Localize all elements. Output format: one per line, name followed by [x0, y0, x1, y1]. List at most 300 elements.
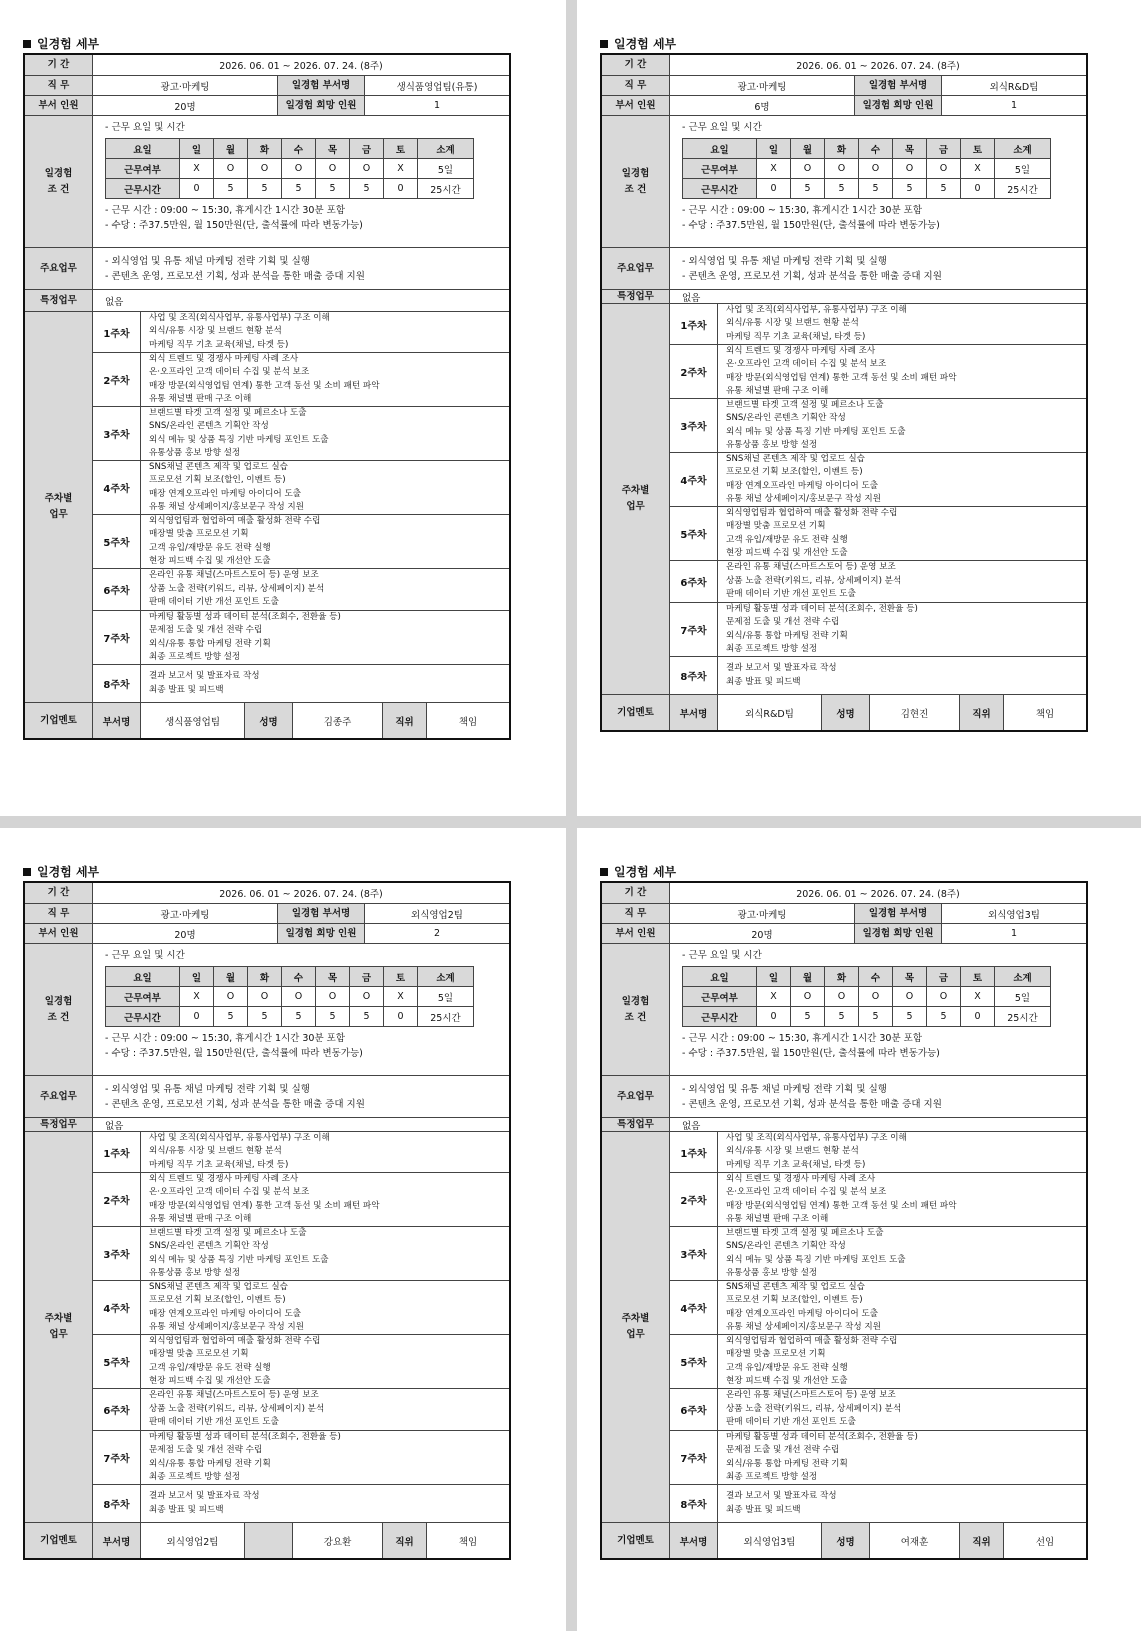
schedule-cell: O — [927, 987, 961, 1007]
week-label: 2주차 — [670, 1173, 718, 1226]
week-task: 매장 방문(외식영업팀 연계) 통한 고객 동선 및 소비 패턴 파악 — [726, 1200, 957, 1211]
document-page-3 — [0, 828, 566, 1631]
schedule-cell: 요일 — [106, 967, 180, 987]
week-task: 유통 채널 상세페이지/홍보문구 작성 지원 — [149, 502, 304, 512]
week-task: 판매 데이터 기반 개선 포인트 도출 — [726, 1417, 856, 1428]
schedule-row — [106, 987, 474, 1007]
schedule-row — [683, 987, 1051, 1007]
week-label: 1주차 — [93, 1132, 141, 1172]
week-tasks — [718, 1281, 1086, 1334]
schedule-cell: O — [214, 159, 248, 179]
week-tasks — [718, 304, 1086, 344]
mentor-dept-label: 부서명 — [93, 1523, 141, 1558]
week-task: 현장 피드백 수집 및 개선안 도출 — [726, 548, 848, 558]
week-label: 5주차 — [93, 515, 141, 568]
mentor-row — [602, 1522, 1086, 1558]
week-row — [93, 312, 509, 352]
schedule-cell: O — [791, 159, 825, 179]
week-task: SNS채널 콘텐츠 제작 및 업로드 실습 — [726, 1281, 865, 1292]
week-task: 매장 연계오프라인 마케팅 아이디어 도출 — [149, 488, 302, 499]
schedule-row — [683, 1007, 1051, 1027]
schedule-cell: 수 — [859, 967, 893, 987]
week-task: 결과 보고서 및 발표자료 작성 — [726, 663, 837, 673]
duty-label: 직 무 — [602, 904, 670, 923]
week-label: 3주차 — [670, 399, 718, 452]
week-task: 매장 연계오프라인 마케팅 아이디어 도출 — [149, 1308, 302, 1319]
week-task: 외식영업팀과 협업하여 매출 활성화 전략 수립 — [726, 1335, 898, 1346]
schedule-cell: O — [282, 159, 316, 179]
major-duty-row — [25, 1075, 509, 1117]
weekly-duty-label: 주차별 업무 — [25, 312, 93, 702]
week-task: 상품 노출 전략(키워드, 리뷰, 상세페이지) 분석 — [726, 575, 902, 586]
schedule-cell: 5 — [214, 179, 248, 199]
weekly-duty-block — [25, 311, 509, 702]
major-duty-body: - 외식영업 및 유통 채널 마케팅 전략 기획 및 실행 - 콘텐츠 운영, 프로모션 기획, 성과 분석을 통한 매출 증대 지원 — [105, 255, 365, 282]
week-task: 사업 및 조직(외식사업부, 유통사업부) 구조 이해 — [726, 1132, 907, 1143]
schedule-cell: O — [791, 987, 825, 1007]
week-task: 마케팅 활동별 성과 데이터 분석(조회수, 전환율 등) — [726, 603, 918, 614]
week-tasks — [718, 1335, 1086, 1388]
schedule-cell: 5 — [893, 1007, 927, 1027]
week-tasks — [718, 399, 1086, 452]
week-row — [93, 352, 509, 406]
week-row — [670, 1484, 1086, 1522]
week-task: SNS/온라인 콘텐츠 기획안 작성 — [149, 1241, 269, 1251]
week-task: 유통 채널 상세페이지/홍보문구 작성 지원 — [726, 1322, 881, 1332]
week-label: 3주차 — [93, 1227, 141, 1280]
schedule-cell: 월 — [791, 967, 825, 987]
week-row — [670, 1226, 1086, 1280]
week-task: 매장 연계오프라인 마케팅 아이디어 도출 — [726, 1308, 879, 1319]
week-task: 온·오프라인 고객 데이터 수집 및 분석 보조 — [149, 367, 310, 377]
square-bullet-icon — [600, 40, 608, 48]
week-label: 6주차 — [670, 1389, 718, 1430]
week-task: SNS채널 콘텐츠 제작 및 업로드 실습 — [149, 461, 288, 472]
week-task: SNS채널 콘텐츠 제작 및 업로드 실습 — [726, 453, 865, 464]
experience-detail-document — [600, 863, 1088, 1560]
schedule-cell: 근무여부 — [106, 987, 180, 1007]
pay-text: - 수당 : 주37.5만원, 월 150만원(단, 출석률에 따라 변동가능) — [682, 220, 940, 231]
week-task: 온라인 유통 채널(스마트스토어 등) 운영 보조 — [149, 570, 319, 581]
week-tasks — [141, 515, 509, 568]
pay-text: - 수당 : 주37.5만원, 월 150만원(단, 출석률에 따라 변동가능) — [682, 1048, 940, 1059]
mentor-dept-label: 부서명 — [93, 703, 141, 738]
section-title: 일경험 세부 — [23, 863, 511, 881]
week-task: 매장 방문(외식영업팀 연계) 통한 고객 동선 및 소비 패턴 파악 — [149, 380, 380, 391]
duty-label: 직 무 — [602, 76, 670, 95]
week-tasks — [718, 1389, 1086, 1430]
week-row — [670, 304, 1086, 344]
week-label: 7주차 — [93, 611, 141, 664]
schedule-cell: X — [180, 159, 214, 179]
dept-name-label: 일경험 부서명 — [278, 904, 365, 923]
week-label: 8주차 — [93, 665, 141, 702]
week-label: 4주차 — [670, 453, 718, 506]
week-task: SNS채널 콘텐츠 제작 및 업로드 실습 — [149, 1281, 288, 1292]
week-tasks — [718, 507, 1086, 560]
week-label: 4주차 — [93, 1281, 141, 1334]
schedule-cell: O — [859, 987, 893, 1007]
duty-row — [25, 75, 509, 95]
week-task: 외식/유통 통합 마케팅 전략 기획 — [726, 1458, 848, 1469]
square-bullet-icon — [23, 40, 31, 48]
week-task: 상품 노출 전략(키워드, 리뷰, 상세페이지) 분석 — [149, 583, 325, 594]
mentor-position-label: 직위 — [383, 1523, 427, 1558]
week-tasks — [141, 1227, 509, 1280]
schedule-cell: O — [350, 159, 384, 179]
special-duty-label: 특정업무 — [25, 290, 93, 311]
week-task: 매장별 맞춤 프로모션 기획 — [726, 521, 826, 531]
mentor-name-value: 강요환 — [293, 1523, 383, 1558]
week-label: 3주차 — [93, 407, 141, 460]
week-row — [93, 1484, 509, 1522]
schedule-cell: 0 — [757, 179, 791, 199]
weekly-duty-block — [602, 1131, 1086, 1522]
schedule-cell: 토 — [961, 967, 995, 987]
week-task: 온라인 유통 채널(스마트스토어 등) 운영 보조 — [726, 562, 896, 573]
pay-text: - 수당 : 주37.5만원, 월 150만원(단, 출석률에 따라 변동가능) — [105, 1048, 363, 1059]
period-label: 기 간 — [25, 883, 93, 903]
wanted-value: 1 — [433, 100, 441, 111]
schedule-cell: 5 — [282, 1007, 316, 1027]
week-task: 외식/유통 시장 및 브랜드 현황 분석 — [726, 1146, 859, 1157]
schedule-cell: 5 — [859, 1007, 893, 1027]
week-tasks — [141, 407, 509, 460]
week-tasks — [718, 561, 1086, 602]
schedule-cell: 월 — [214, 967, 248, 987]
mentor-dept-value: 외식영업3팀 — [718, 1523, 822, 1558]
schedule-cell: 월 — [214, 139, 248, 159]
week-task: 문제점 도출 및 개선 전략 수립 — [149, 625, 263, 635]
wanted-value: 2 — [433, 928, 441, 939]
schedule-cell: 금 — [350, 967, 384, 987]
schedule-cell: 목 — [893, 139, 927, 159]
week-label: 1주차 — [670, 1132, 718, 1172]
week-tasks — [141, 611, 509, 664]
schedule-cell: 화 — [825, 967, 859, 987]
week-task: 유통 채널별 판매 구조 이해 — [149, 394, 252, 404]
week-label: 5주차 — [670, 507, 718, 560]
week-row — [93, 1388, 509, 1430]
dept-staff-label: 부서 인원 — [25, 924, 93, 943]
week-task: 사업 및 조직(외식사업부, 유통사업부) 구조 이해 — [726, 304, 907, 315]
dept-name-value: 외식영업3팀 — [988, 909, 1040, 921]
schedule-cell: 5 — [316, 1007, 350, 1027]
week-row — [93, 1280, 509, 1334]
wanted-label: 일경험 희망 인원 — [855, 924, 942, 943]
schedule-cell: X — [961, 159, 995, 179]
week-task: 고객 유입/재방문 유도 전략 실행 — [149, 542, 271, 553]
schedule-cell: 수 — [282, 139, 316, 159]
weekly-rows — [93, 1132, 509, 1522]
week-task: 브랜드별 타겟 고객 설정 및 페르소나 도출 — [726, 1227, 884, 1238]
week-tasks — [141, 1173, 509, 1226]
week-task: 매장별 맞춤 프로모션 기획 — [149, 1349, 249, 1359]
dept-staff-value: 6명 — [670, 96, 855, 115]
schedule-cell: 목 — [893, 967, 927, 987]
week-tasks — [141, 312, 509, 352]
special-duty-value: 없음 — [682, 1120, 701, 1132]
week-task: 사업 및 조직(외식사업부, 유통사업부) 구조 이해 — [149, 312, 330, 323]
week-task: SNS/온라인 콘텐츠 기획안 작성 — [726, 413, 846, 423]
schedule-cell: 요일 — [683, 967, 757, 987]
conditions-body — [93, 116, 509, 247]
schedule-cell: 0 — [384, 1007, 418, 1027]
weekly-duty-block — [602, 303, 1086, 694]
experience-detail-document — [23, 35, 511, 740]
week-task: 외식/유통 통합 마케팅 전략 기획 — [149, 1458, 271, 1469]
conditions-row — [602, 115, 1086, 247]
major-duty-row — [25, 247, 509, 289]
schedule-cell: 일 — [757, 139, 791, 159]
week-task: 결과 보고서 및 발표자료 작성 — [149, 671, 260, 681]
work-hours-text: - 근무 시간 : 09:00 ~ 15:30, 휴게시간 1시간 30분 포함 — [105, 1033, 345, 1044]
dept-name-value: 외식R&D팀 — [989, 81, 1039, 93]
document-page-4 — [577, 828, 1141, 1631]
detail-sheet — [600, 53, 1088, 732]
duty-row — [25, 903, 509, 923]
mentor-name-value: 여재훈 — [870, 1523, 960, 1558]
week-label: 7주차 — [670, 603, 718, 656]
schedule-cell: 금 — [927, 139, 961, 159]
week-tasks — [718, 657, 1086, 694]
week-task: 판매 데이터 기반 개선 포인트 도출 — [149, 1417, 279, 1428]
work-hours-text: - 근무 시간 : 09:00 ~ 15:30, 휴게시간 1시간 30분 포함 — [682, 1033, 922, 1044]
week-task: 매장 방문(외식영업팀 연계) 통한 고객 동선 및 소비 패턴 파악 — [726, 372, 957, 383]
week-task: 결과 보고서 및 발표자료 작성 — [149, 1491, 260, 1501]
special-duty-row — [602, 289, 1086, 303]
week-task: 브랜드별 타겟 고객 설정 및 페르소나 도출 — [149, 1227, 307, 1238]
week-row — [670, 452, 1086, 506]
week-task: 현장 피드백 수집 및 개선안 도출 — [149, 1376, 271, 1386]
schedule-cell: O — [350, 987, 384, 1007]
schedule-cell: O — [282, 987, 316, 1007]
week-tasks — [141, 1132, 509, 1172]
week-task: 외식영업팀과 협업하여 매출 활성화 전략 수립 — [149, 1335, 321, 1346]
schedule-cell: 5 — [282, 179, 316, 199]
schedule-cell: O — [316, 987, 350, 1007]
week-row — [670, 1430, 1086, 1484]
mentor-row — [25, 702, 509, 738]
week-label: 2주차 — [670, 345, 718, 398]
schedule-cell: X — [384, 159, 418, 179]
week-task: 프로모션 기획 보조(할인, 이벤트 등) — [726, 1295, 863, 1305]
period-label: 기 간 — [602, 883, 670, 903]
week-task: 유통상품 홍보 방향 설정 — [149, 448, 241, 458]
week-task: 외식 트렌드 및 경쟁사 마케팅 사례 조사 — [149, 1173, 299, 1184]
week-task: 유통 채널별 판매 구조 이해 — [726, 1214, 829, 1224]
schedule-cell: 일 — [180, 139, 214, 159]
mentor-position-label: 직위 — [383, 703, 427, 738]
week-task: 온라인 유통 채널(스마트스토어 등) 운영 보조 — [149, 1390, 319, 1401]
week-task: 문제점 도출 및 개선 전략 수립 — [726, 617, 840, 627]
wanted-value: 1 — [1010, 928, 1018, 939]
dept-name-value: 외식영업2팀 — [411, 909, 463, 921]
week-row — [93, 460, 509, 514]
dept-name-label: 일경험 부서명 — [855, 904, 942, 923]
week-row — [93, 568, 509, 610]
week-row — [670, 506, 1086, 560]
mentor-row — [602, 694, 1086, 730]
work-schedule-table — [682, 966, 1051, 1027]
special-duty-row — [602, 1117, 1086, 1131]
mentor-dept-value: 외식영업2팀 — [141, 1523, 245, 1558]
week-task: 현장 피드백 수집 및 개선안 도출 — [149, 556, 271, 566]
weekly-duty-label: 주차별 업무 — [602, 304, 670, 694]
week-label: 1주차 — [93, 312, 141, 352]
week-task: 문제점 도출 및 개선 전략 수립 — [149, 1445, 263, 1455]
special-duty-label: 특정업무 — [25, 1118, 93, 1131]
week-task: SNS/온라인 콘텐츠 기획안 작성 — [726, 1241, 846, 1251]
week-task: 판매 데이터 기반 개선 포인트 도출 — [149, 597, 279, 608]
work-schedule-table — [105, 138, 474, 199]
schedule-cell: 소계 — [418, 967, 474, 987]
schedule-cell: 근무시간 — [106, 179, 180, 199]
schedule-header-row — [106, 967, 474, 987]
mentor-dept-value: 생식품영업팀 — [141, 703, 245, 738]
special-duty-value: 없음 — [105, 296, 124, 308]
weekly-duty-label: 주차별 업무 — [25, 1132, 93, 1522]
schedule-cell: 5 — [859, 179, 893, 199]
duty-row — [602, 903, 1086, 923]
week-row — [670, 560, 1086, 602]
week-row — [93, 610, 509, 664]
schedule-cell: 소계 — [995, 967, 1051, 987]
conditions-body — [670, 116, 1086, 247]
schedule-cell: 요일 — [106, 139, 180, 159]
week-task: 최종 발표 및 피드백 — [149, 1504, 224, 1515]
work-schedule-table — [105, 966, 474, 1027]
duty-value: 광고·마케팅 — [93, 904, 278, 923]
schedule-cell: 5일 — [995, 159, 1051, 179]
schedule-cell: 목 — [316, 967, 350, 987]
week-row — [670, 602, 1086, 656]
schedule-cell: 일 — [180, 967, 214, 987]
schedule-cell: O — [316, 159, 350, 179]
week-label: 6주차 — [93, 569, 141, 610]
week-task: 마케팅 직무 기초 교육(채널, 타겟 등) — [149, 1159, 289, 1170]
mentor-name-label — [245, 1523, 293, 1558]
major-duty-row — [602, 247, 1086, 289]
dept-staff-value: 20명 — [93, 96, 278, 115]
schedule-cell: 토 — [384, 967, 418, 987]
schedule-row — [106, 179, 474, 199]
mentor-name-value: 김종주 — [293, 703, 383, 738]
staff-row — [602, 923, 1086, 943]
major-duty-row — [602, 1075, 1086, 1117]
detail-sheet — [600, 881, 1088, 1560]
major-duty-label: 주요업무 — [25, 248, 93, 289]
schedule-cell: 25시간 — [995, 179, 1051, 199]
week-label: 6주차 — [670, 561, 718, 602]
week-task: 최종 프로젝트 방향 설정 — [726, 1472, 818, 1482]
week-task: 외식/유통 통합 마케팅 전략 기획 — [726, 630, 848, 641]
schedule-cell: 5 — [214, 1007, 248, 1027]
mentor-dept-label: 부서명 — [670, 1523, 718, 1558]
schedule-cell: 토 — [384, 139, 418, 159]
special-duty-value: 없음 — [682, 292, 701, 304]
document-page-1 — [0, 0, 566, 816]
schedule-cell: 25시간 — [995, 1007, 1051, 1027]
conditions-label: 일경험 조 건 — [25, 116, 93, 247]
period-label: 기 간 — [25, 55, 93, 75]
mentor-dept-value: 외식R&D팀 — [718, 695, 822, 730]
detail-sheet — [23, 53, 511, 740]
week-task: 마케팅 활동별 성과 데이터 분석(조회수, 전환율 등) — [726, 1431, 918, 1442]
week-tasks — [718, 1173, 1086, 1226]
week-task: 유통상품 홍보 방향 설정 — [726, 1268, 818, 1278]
week-task: 매장 연계오프라인 마케팅 아이디어 도출 — [726, 480, 879, 491]
week-task: 유통 채널 상세페이지/홍보문구 작성 지원 — [149, 1322, 304, 1332]
pay-text: - 수당 : 주37.5만원, 월 150만원(단, 출석률에 따라 변동가능) — [105, 220, 363, 231]
schedule-cell: 소계 — [418, 139, 474, 159]
week-row — [670, 1334, 1086, 1388]
week-task: 외식영업팀과 협업하여 매출 활성화 전략 수립 — [726, 507, 898, 518]
mentor-name-label: 성명 — [245, 703, 293, 738]
week-task: 프로모션 기획 보조(할인, 이벤트 등) — [149, 1295, 286, 1305]
schedule-row — [683, 179, 1051, 199]
schedule-cell: 5일 — [418, 159, 474, 179]
wanted-value: 1 — [1010, 100, 1018, 111]
week-row — [93, 1430, 509, 1484]
dept-staff-value: 20명 — [670, 924, 855, 943]
duty-label: 직 무 — [25, 76, 93, 95]
schedule-cell: 금 — [927, 967, 961, 987]
conditions-label: 일경험 조 건 — [602, 944, 670, 1075]
schedule-cell: 5일 — [418, 987, 474, 1007]
week-task: 최종 프로젝트 방향 설정 — [726, 644, 818, 654]
week-tasks — [718, 1132, 1086, 1172]
week-task: 마케팅 활동별 성과 데이터 분석(조회수, 전환율 등) — [149, 1431, 341, 1442]
schedule-cell: 0 — [757, 1007, 791, 1027]
week-row — [670, 1388, 1086, 1430]
week-label: 7주차 — [670, 1431, 718, 1484]
schedule-header-row — [683, 967, 1051, 987]
week-task: 최종 발표 및 피드백 — [726, 676, 801, 687]
schedule-cell: 근무여부 — [683, 987, 757, 1007]
week-label: 2주차 — [93, 1173, 141, 1226]
section-title: 일경험 세부 — [23, 35, 511, 53]
schedule-cell: 요일 — [683, 139, 757, 159]
period-label: 기 간 — [602, 55, 670, 75]
schedule-cell: 5 — [825, 179, 859, 199]
major-duty-body: - 외식영업 및 유통 채널 마케팅 전략 기획 및 실행 - 콘텐츠 운영, 프로모션 기획, 성과 분석을 통한 매출 증대 지원 — [105, 1083, 365, 1110]
conditions-body — [93, 944, 509, 1075]
major-duty-label: 주요업무 — [602, 248, 670, 289]
week-label: 8주차 — [670, 657, 718, 694]
week-task: 문제점 도출 및 개선 전략 수립 — [726, 1445, 840, 1455]
week-task: 고객 유입/재방문 유도 전략 실행 — [149, 1362, 271, 1373]
square-bullet-icon — [600, 868, 608, 876]
week-task: 고객 유입/재방문 유도 전략 실행 — [726, 1362, 848, 1373]
conditions-row — [602, 943, 1086, 1075]
week-task: 최종 프로젝트 방향 설정 — [149, 1472, 241, 1482]
week-label: 8주차 — [670, 1485, 718, 1522]
schedule-cell: 화 — [248, 139, 282, 159]
special-duty-label: 특정업무 — [602, 1118, 670, 1131]
week-row — [670, 398, 1086, 452]
schedule-cell: O — [825, 987, 859, 1007]
experience-detail-document — [23, 863, 511, 1560]
schedule-cell: 목 — [316, 139, 350, 159]
duty-value: 광고·마케팅 — [670, 76, 855, 95]
week-task: 외식 트렌드 및 경쟁사 마케팅 사례 조사 — [726, 1173, 876, 1184]
schedule-cell: 5 — [791, 1007, 825, 1027]
week-task: 유통상품 홍보 방향 설정 — [149, 1268, 241, 1278]
dept-name-label: 일경험 부서명 — [278, 76, 365, 95]
week-label: 4주차 — [670, 1281, 718, 1334]
schedule-cell: 0 — [961, 179, 995, 199]
